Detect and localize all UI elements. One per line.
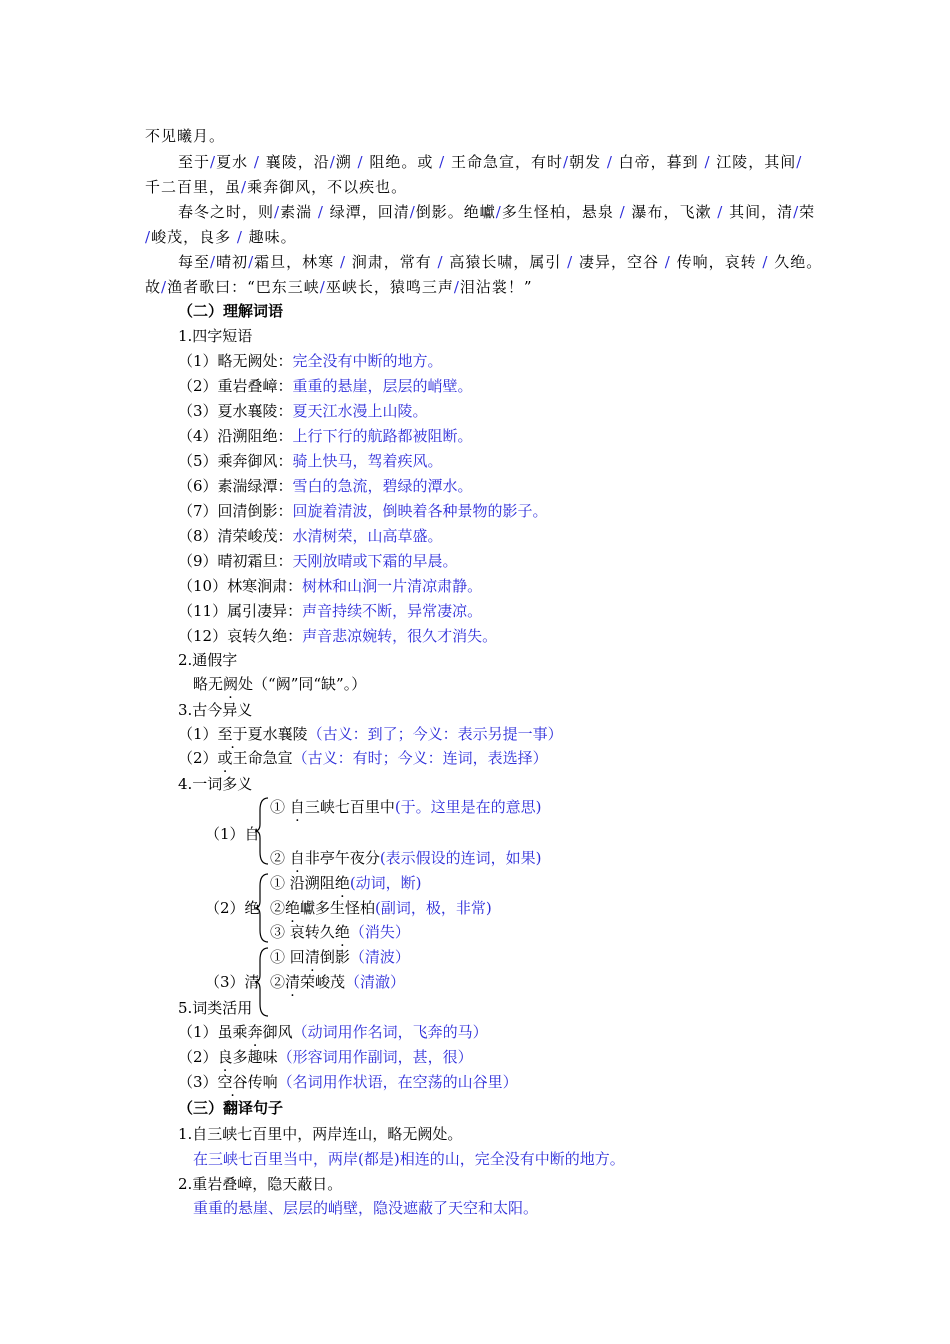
translation-answer: 重重的悬崖、层层的峭壁，隐没遮蔽了天空和太阳。 — [193, 1199, 539, 1217]
phrase-item — [178, 351, 443, 371]
gujin-item: （2）或王命急宣（古义：有时；今义：连词，表选择） — [178, 749, 548, 767]
yici-qing-2: ②清荣峻茂（清澈） — [270, 973, 406, 991]
phrase-label: （2）重岩叠嶂： — [178, 377, 293, 395]
phrase-item — [178, 501, 548, 521]
huoyong-item: （2）良多趣味（形容词用作副词，甚，很） — [178, 1048, 473, 1066]
brace-jue — [254, 872, 270, 944]
phrase-meaning: 上行下行的航路都被阻断。 — [292, 427, 473, 445]
tongjia-item: 略无阙处（“阙”同“缺”。） — [193, 675, 367, 693]
reading-line-2b: /峻茂，良多 / 趣味。 — [145, 228, 297, 246]
phrase-item — [178, 601, 482, 621]
reading-line-0: 不见曦月。 — [145, 127, 226, 145]
phrase-label: （8）清荣峻茂： — [178, 527, 293, 545]
reading-line-1b: 千二百里，虽/乘奔御风，不以疾也。 — [145, 178, 408, 196]
phrase-label: （12）哀转久绝： — [178, 627, 303, 645]
phrase-label: （6）素湍绿潭： — [178, 477, 293, 495]
phrase-meaning: 水清树荣，山高草盛。 — [292, 527, 443, 545]
phrase-meaning: 声音持续不断，异常凄凉。 — [302, 602, 483, 620]
yici-label-qing: （3）清 — [205, 973, 260, 991]
yici-qing-1: ① 回清倒影（清波） — [270, 948, 410, 966]
phrase-meaning: 夏天江水漫上山陵。 — [292, 402, 428, 420]
phrase-item — [178, 576, 482, 596]
brace-qing — [254, 946, 270, 1018]
phrase-meaning: 骑上快马，驾着疾风。 — [292, 452, 443, 470]
huoyong-item: （3）空谷传响（名词用作状语，在空荡的山谷里） — [178, 1073, 518, 1091]
subheading-phrases: 1.四字短语 — [178, 327, 253, 345]
yici-zi-1: ① 自三峡七百里中(于。这里是在的意思) — [270, 798, 542, 816]
translation-answer: 在三峡七百里当中，两岸(都是)相连的山，完全没有中断的地方。 — [193, 1150, 625, 1168]
phrase-item — [178, 526, 443, 546]
phrase-item — [178, 551, 458, 571]
phrase-item — [178, 451, 443, 471]
subheading-yici: 4.一词多义 — [178, 775, 253, 793]
yici-jue-1: ① 沿溯阻绝(动词，断) — [270, 874, 422, 892]
phrase-item — [178, 401, 428, 421]
phrase-meaning: 完全没有中断的地方。 — [292, 352, 443, 370]
phrase-label: （10）林寒涧肃： — [178, 577, 303, 595]
phrase-meaning: 声音悲凉婉转，很久才消失。 — [302, 627, 498, 645]
reading-line-3: 每至/晴初/霜旦，林寒 / 涧肃，常有 / 高猿长啸，属引 / 凄异，空谷 / 传响，哀转 / 久绝。 — [178, 253, 823, 271]
section-title-translation: （三）翻译句子 — [178, 1099, 284, 1117]
phrase-meaning: 雪白的急流，碧绿的潭水。 — [292, 477, 473, 495]
translation-question: 2.重岩叠嶂，隐天蔽日。 — [178, 1175, 343, 1193]
phrase-item — [178, 426, 473, 446]
phrase-label: （4）沿溯阻绝： — [178, 427, 293, 445]
brace-zi — [254, 796, 270, 866]
subheading-gujin: 3.古今异义 — [178, 701, 253, 719]
reading-line-1: 至于/夏水 / 襄陵，沿/溯 / 阻绝。或 / 王命急宣，有时/朝发 / 白帝，暮到 / 江陵，其间/ — [178, 153, 803, 171]
phrase-meaning: 重重的悬崖，层层的峭壁。 — [292, 377, 473, 395]
phrase-label: （9）晴初霜旦： — [178, 552, 293, 570]
phrase-label: （7）回清倒影： — [178, 502, 293, 520]
gujin-item: （1）至于夏水襄陵（古义：到了；今义：表示另提一事） — [178, 725, 563, 743]
yici-zi-2: ② 自非亭午夜分(表示假设的连词，如果) — [270, 849, 542, 867]
subheading-tongjia: 2.通假字 — [178, 651, 238, 669]
phrase-label: （3）夏水襄陵： — [178, 402, 293, 420]
yici-label-jue: （2）绝 — [205, 899, 260, 917]
section-title-vocabulary: （二）理解词语 — [178, 302, 284, 320]
phrase-meaning: 回旋着清波，倒映着各种景物的影子。 — [292, 502, 548, 520]
subheading-huoyong: 5.词类活用 — [178, 999, 253, 1017]
phrase-item — [178, 376, 473, 396]
phrase-label: （11）属引凄异： — [178, 602, 303, 620]
yici-jue-3: ③ 哀转久绝（消失） — [270, 923, 410, 941]
yici-label-zi: （1）自 — [205, 825, 260, 843]
translation-question: 1.自三峡七百里中，两岸连山，略无阙处。 — [178, 1125, 463, 1143]
phrase-item — [178, 626, 497, 646]
phrase-item — [178, 476, 473, 496]
yici-jue-2: ②绝巘多生怪柏(副词，极，非常) — [270, 899, 492, 917]
reading-line-2: 春冬之时，则/素湍 / 绿潭，回清/倒影。绝巘/多生怪柏，悬泉 / 瀑布，飞漱 / 其间，清/荣 — [178, 203, 816, 221]
phrase-meaning: 树林和山涧一片清凉肃静。 — [302, 577, 483, 595]
phrase-meaning: 天刚放晴或下霜的早晨。 — [292, 552, 458, 570]
huoyong-item: （1）虽乘奔御风（动词用作名词，飞奔的马） — [178, 1023, 488, 1041]
reading-line-3b: 故/渔者歌曰：“巴东三峡/巫峡长，猿鸣三声/泪沾裳！” — [145, 278, 533, 296]
phrase-label: （1）略无阙处： — [178, 352, 293, 370]
phrase-label: （5）乘奔御风： — [178, 452, 293, 470]
